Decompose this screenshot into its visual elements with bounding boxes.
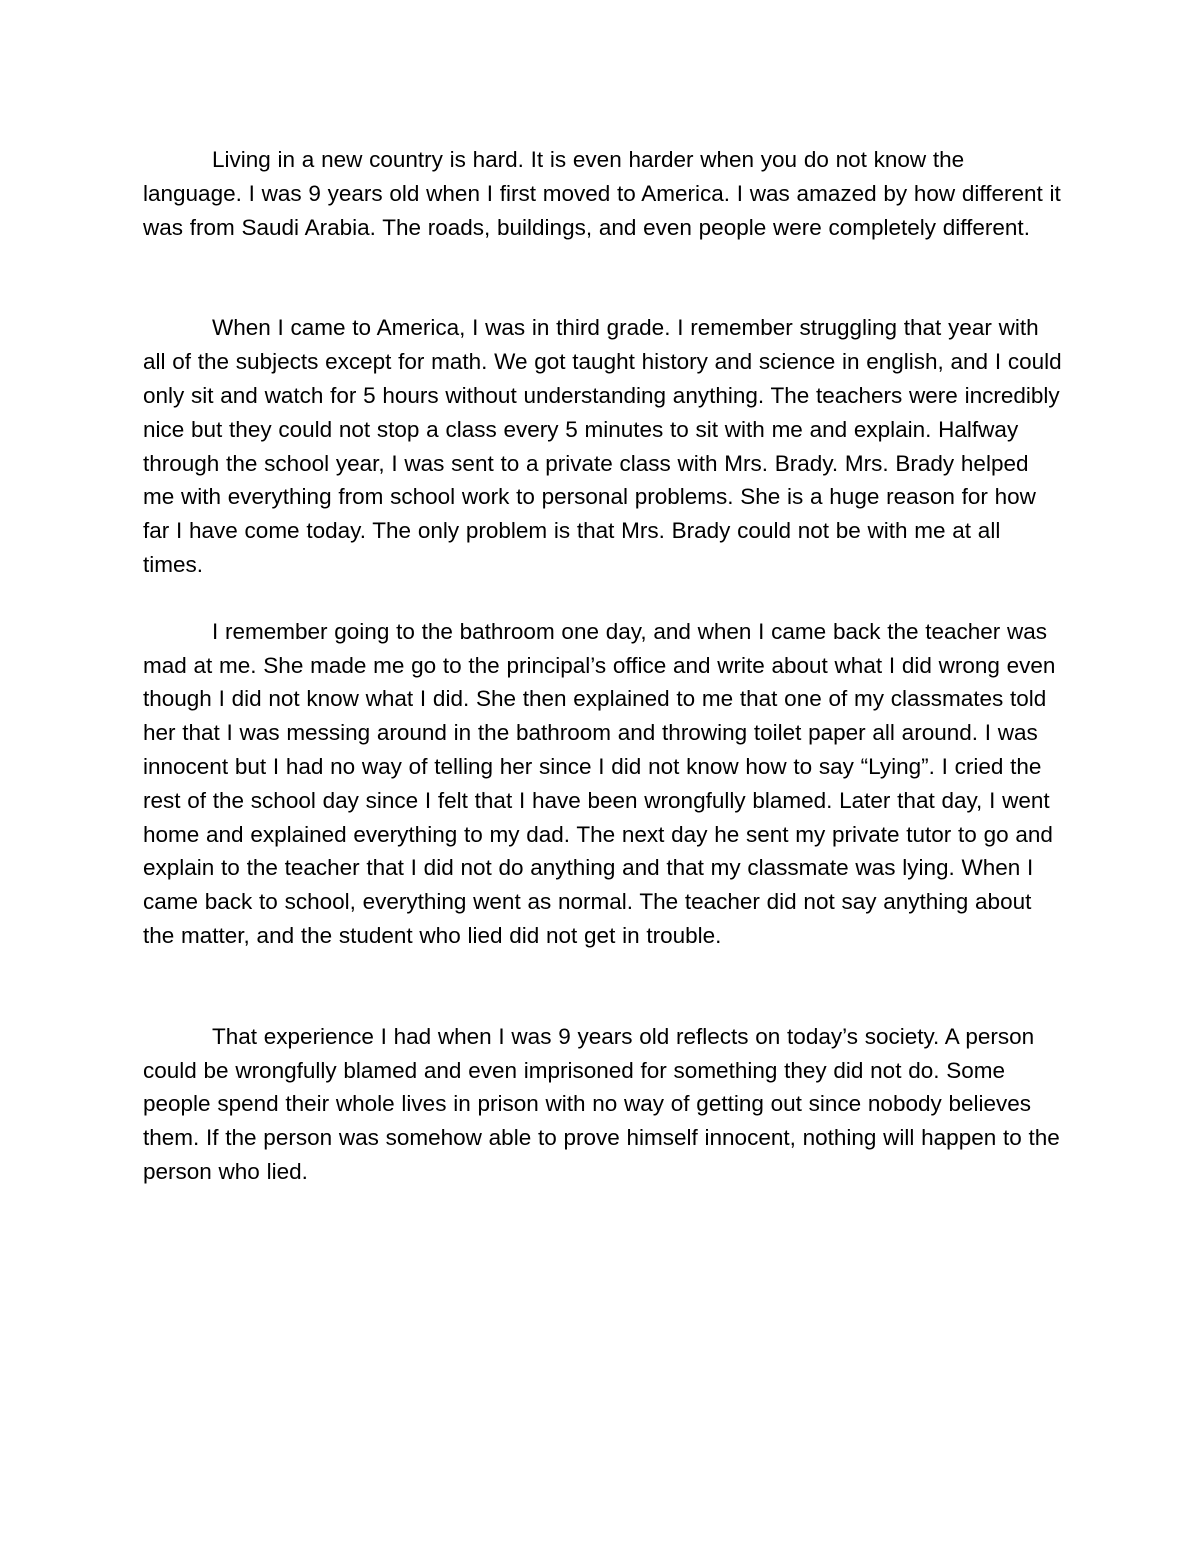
paragraph-3: I remember going to the bathroom one day, and when I came back the teacher was mad at me. She made me go to the principal’s office and write about what I did wrong even though I did not know what I did. She then explained to me that one of my classmates told her that I was messing around in the bathroom and throwing toilet paper all around. I was innocent but I had no way of telling her since I did not know how to say “Lying”. I cried the rest of the school day since I felt that I have been wrongfully blamed. Later that day, I went home and explained everything to my dad. The next day he sent my private tutor to go and explain to the teacher that I did not do anything and that my classmate was lying. When I came back to school, everything went as normal. The teacher did not say anything about the matter, and the student who lied did not get in trouble.: [143, 618, 1056, 948]
paragraph-2: When I came to America, I was in third grade. I remember struggling that year with all of the subjects except for math. We got taught history and science in english, and I could only sit and watch for 5 hours without understanding anything. The teachers were incredibly nice but they could not stop a class every 5 minutes to sit with me and explain. Halfway through the school year, I was sent to a private class with Mrs. Brady. Mrs. Brady helped me with everything from school work to personal problems. She is a huge reason for how far I have come today. The only problem is that Mrs. Brady could not be with me at all times.: [143, 315, 1062, 577]
document-body: [143, 143, 1063, 1189]
paragraph-4: That experience I had when I was 9 years old reflects on today’s society. A person could be wrongfully blamed and even imprisoned for something they did not do. Some people spend their whole lives in prison with no way of getting out since nobody believes them. If the person was somehow able to prove himself innocent, nothing will happen to the person who lied.: [143, 1023, 1060, 1184]
paragraph-1: Living in a new country is hard. It is even harder when you do not know the language. I was 9 years old when I first moved to America. I was amazed by how different it was from Saudi Arabia. The roads, buildings, and even people were completely different.: [143, 147, 1061, 240]
